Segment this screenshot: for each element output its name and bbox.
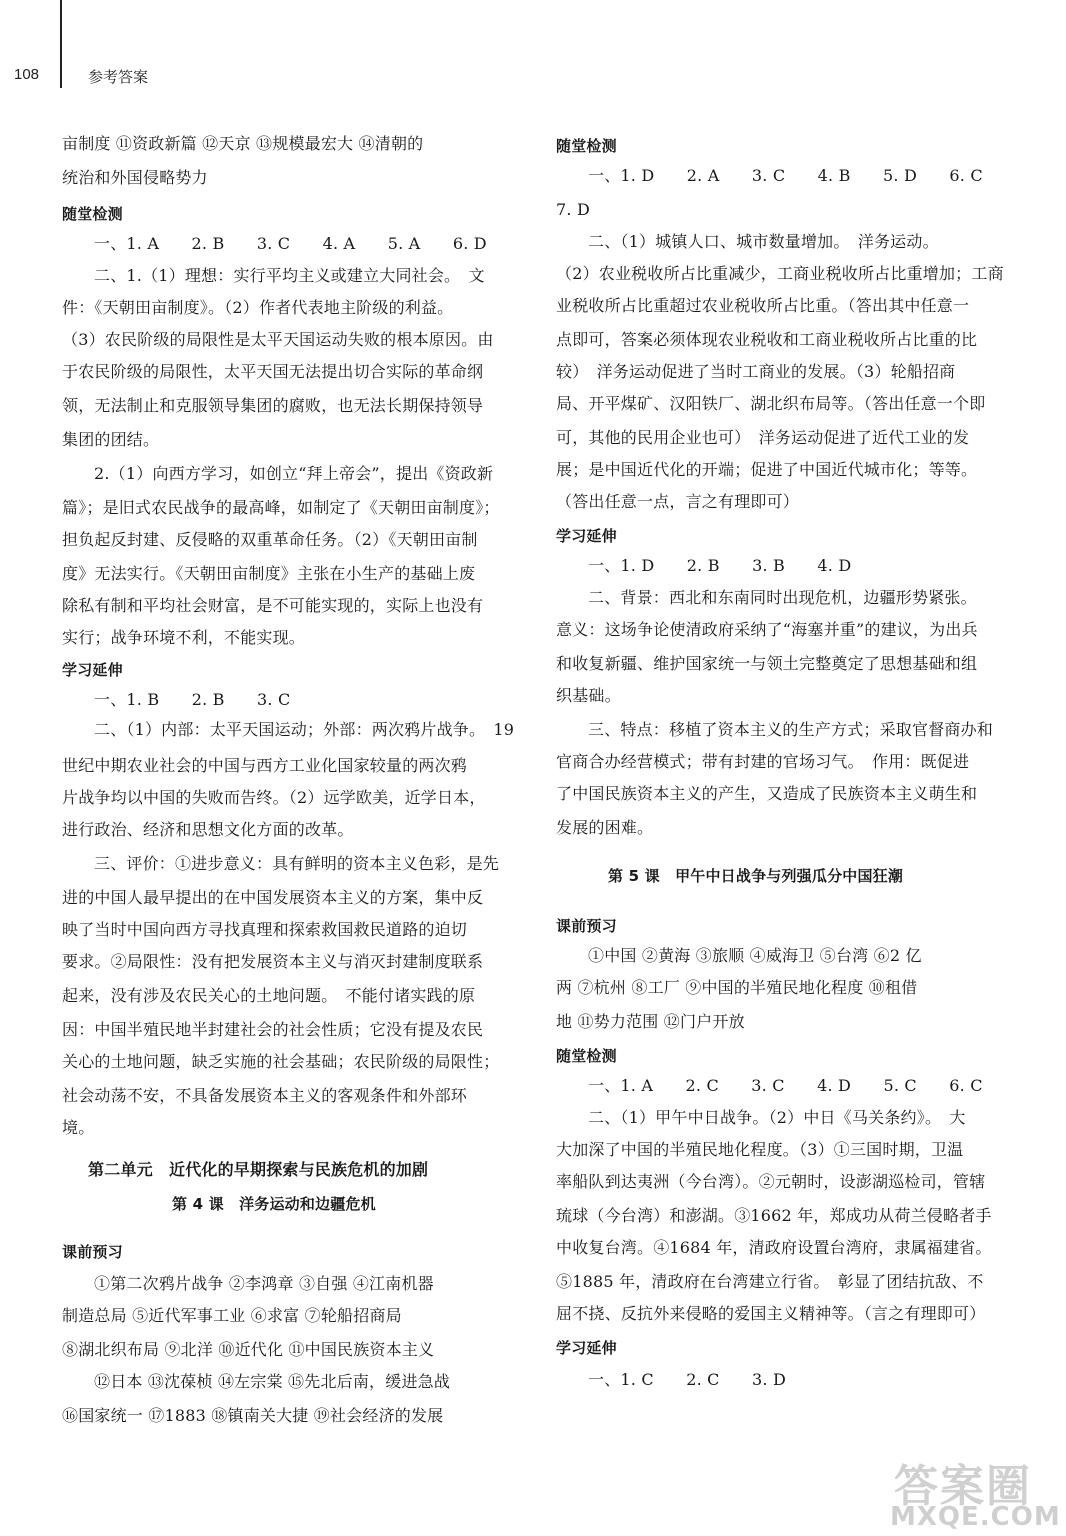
text-line: （2）农业税收所占比重减少，工商业税收所占比重增加；工商 xyxy=(556,264,1004,283)
text-line: 因：中国半殖民地半封建社会的社会性质；它没有提及农民 xyxy=(62,1020,484,1039)
watermark-logo xyxy=(884,1450,1060,1530)
text-line: 意义：这场争论使清政府采纳了“海塞并重”的建议，为出兵 xyxy=(556,620,978,639)
text-line: 和收复新疆、维护国家统一与领土完整奠定了思想基础和组 xyxy=(556,654,978,673)
text-line: 较） 洋务运动促进了当时工商业的发展。（3）轮船招商 xyxy=(556,362,956,381)
text-line: ①第二次鸦片战争 ②李鸿章 ③自强 ④江南机器 xyxy=(94,1274,434,1293)
text-line: 映了当时中国向西方寻找真理和探索救国救民道路的迫切 xyxy=(62,920,468,939)
lesson-heading: 第 4 课 洋务运动和边疆危机 xyxy=(172,1195,376,1213)
text-line: 起来，没有涉及农民关心的土地问题。 不能付诸实践的原 xyxy=(62,986,476,1005)
text-line: 琉球（今台湾）和澎湖。③1662 年，郑成功从荷兰侵略者手 xyxy=(556,1206,992,1225)
unit-heading: 第二单元 近代化的早期探索与民族危机的加剧 xyxy=(88,1160,429,1179)
text-line: 亩制度 ⑪资政新篇 ⑫天京 ⑬规模最宏大 ⑭清朝的 xyxy=(62,134,424,153)
text-line: 业税收所占比重超过农业税收所占比重。（答出其中任意一 xyxy=(556,296,970,315)
text-line: 官商合办经营模式；带有封建的官场习气。 作用：既促进 xyxy=(556,752,970,771)
running-title: 参考答案 xyxy=(88,68,149,86)
text-line: 发展的困难。 xyxy=(556,818,654,837)
text-line: ⑤1885 年，清政府在台湾建立行省。 彰显了团结抗敌、不 xyxy=(556,1272,984,1291)
section-heading: 随堂检测 xyxy=(556,137,617,155)
section-heading: 课前预习 xyxy=(556,917,617,935)
text-line: ⑯国家统一 ⑰1883 ⑱镇南关大捷 ⑲社会经济的发展 xyxy=(62,1406,444,1425)
text-line: 实行；战争环境不利，不能实现。 xyxy=(62,628,306,647)
text-line: 二、（1）甲午中日战争。（2）中日《马关条约》。 大 xyxy=(588,1108,966,1127)
text-line: 了中国民族资本主义的产生，又造成了民族资本主义萌生和 xyxy=(556,784,978,803)
text-line: （3）农民阶级的局限性是太平天国运动失败的根本原因。由 xyxy=(62,330,494,349)
text-line: 一、1. C 2. C 3. D xyxy=(588,1370,786,1389)
text-line: ⑫日本 ⑬沈葆桢 ⑭左宗棠 ⑮先北后南，缓进急战 xyxy=(94,1372,451,1391)
watermark-text: 答案圈 xyxy=(894,1461,1032,1512)
text-line: 地 ⑪势力范围 ⑫门户开放 xyxy=(556,1012,745,1031)
text-line: 社会动荡不安，不具备发展资本主义的客观条件和外部环 xyxy=(62,1086,468,1105)
text-line: 制造总局 ⑤近代军事工业 ⑥求富 ⑦轮船招商局 xyxy=(62,1306,402,1325)
text-line: 两 ⑦杭州 ⑧工厂 ⑨中国的半殖民地化程度 ⑩租借 xyxy=(556,978,918,997)
text-line: 可，其他的民用企业也可） 洋务运动促进了近代工业的发 xyxy=(556,428,970,447)
text-line: 担负起反封建、反侵略的双重革命任务。（2）《天朝田亩制 xyxy=(62,530,478,549)
text-line: 关心的土地问题，缺乏实施的社会基础；农民阶级的局限性； xyxy=(62,1052,500,1071)
text-line: 二、1.（1）理想：实行平均主义或建立大同社会。 文 xyxy=(94,266,485,285)
text-line: 展；是中国近代化的开端；促进了中国近代城市化；等等。 xyxy=(556,460,978,479)
section-heading: 随堂检测 xyxy=(62,205,123,223)
page-number: 108 xyxy=(14,66,40,83)
text-line: 度》无法实行。《天朝田亩制度》主张在小生产的基础上废 xyxy=(62,564,476,583)
text-line: 中收复台湾。④1684 年，清政府设置台湾府，隶属福建省。 xyxy=(556,1238,992,1257)
text-line: 领，无法制止和克服领导集团的腐败，也无法长期保持领导 xyxy=(62,396,484,415)
text-line: 一、1. B 2. B 3. C xyxy=(94,690,291,709)
text-line: 进行政治、经济和思想文化方面的改革。 xyxy=(62,820,354,839)
text-line: 境。 xyxy=(62,1118,95,1137)
text-line: 三、评价：①进步意义：具有鲜明的资本主义色彩，是先 xyxy=(94,854,500,873)
lesson-heading: 第 5 课 甲午中日战争与列强瓜分中国狂潮 xyxy=(608,867,904,885)
section-heading: 学习延伸 xyxy=(556,527,617,545)
text-line: 要求。②局限性：没有把发展资本主义与消灭封建制度联系 xyxy=(62,952,484,971)
text-line: 除私有制和平均社会财富，是不可能实现的，实际上也没有 xyxy=(62,596,484,615)
text-line: 7. D xyxy=(556,200,590,219)
text-line: 大加深了中国的半殖民地化程度。（3）①三国时期，卫温 xyxy=(556,1140,964,1159)
header-rule xyxy=(60,0,62,88)
text-line: 2.（1）向西方学习，如创立“拜上帝会”，提出《资政新 xyxy=(94,464,494,483)
text-line: 二、（1）城镇人口、城市数量增加。 洋务运动。 xyxy=(588,232,939,251)
text-line: 二、背景：西北和东南同时出现危机，边疆形势紧张。 xyxy=(588,588,977,607)
text-line: 件：《天朝田亩制度》。（2）作者代表地主阶级的利益。 xyxy=(62,298,454,317)
text-line: 一、1. A 2. C 3. C 4. D 5. C 6. C xyxy=(588,1076,983,1095)
text-line: 三、特点：移植了资本主义的生产方式；采取官督商办和 xyxy=(588,720,994,739)
text-line: （答出任意一点，言之有理即可） xyxy=(556,492,800,511)
text-line: 一、1. A 2. B 3. C 4. A 5. A 6. D xyxy=(94,234,487,253)
text-line: 一、1. D 2. A 3. C 4. B 5. D 6. C xyxy=(588,166,983,185)
text-line: 率船队到达夷洲（今台湾）。②元朝时，设澎湖巡检司，管辖 xyxy=(556,1172,986,1191)
text-line: 统治和外国侵略势力 xyxy=(62,168,208,187)
section-heading: 课前预习 xyxy=(62,1243,123,1261)
text-line: 进的中国人最早提出的在中国发展资本主义的方案，集中反 xyxy=(62,888,484,907)
section-heading: 学习延伸 xyxy=(556,1339,617,1357)
text-line: 屈不挠、反抗外来侵略的爱国主义精神等。（言之有理即可） xyxy=(556,1304,986,1323)
text-line: ⑧湖北织布局 ⑨北洋 ⑩近代化 ⑪中国民族资本主义 xyxy=(62,1340,435,1359)
text-line: 世纪中期农业社会的中国与西方工业化国家较量的两次鸦 xyxy=(62,756,468,775)
text-line: 于农民阶级的局限性，太平天国无法提出切合实际的革命纲 xyxy=(62,362,484,381)
text-line: 篇》；是旧式农民战争的最高峰，如制定了《天朝田亩制度》； xyxy=(62,498,500,517)
text-line: 二、（1）内部：太平天国运动；外部：两次鸦片战争。 19 xyxy=(94,720,515,739)
text-line: 局、开平煤矿、汉阳铁厂、湖北织布局等。（答出任意一个即 xyxy=(556,394,986,413)
watermark-url: MXQE.COM xyxy=(890,1502,1061,1532)
section-heading: 学习延伸 xyxy=(62,661,123,679)
text-line: 集团的团结。 xyxy=(62,430,160,449)
text-line: 一、1. D 2. B 3. B 4. D xyxy=(588,556,852,575)
text-line: 片战争均以中国的失败而告终。（2）远学欧美，近学日本， xyxy=(62,788,486,807)
text-line: ①中国 ②黄海 ③旅顺 ④威海卫 ⑤台湾 ⑥2 亿 xyxy=(588,946,922,965)
section-heading: 随堂检测 xyxy=(556,1047,617,1065)
text-line: 织基础。 xyxy=(556,686,621,705)
text-line: 点即可，答案必须体现农业税收和工商业税收所占比重的比 xyxy=(556,330,978,349)
